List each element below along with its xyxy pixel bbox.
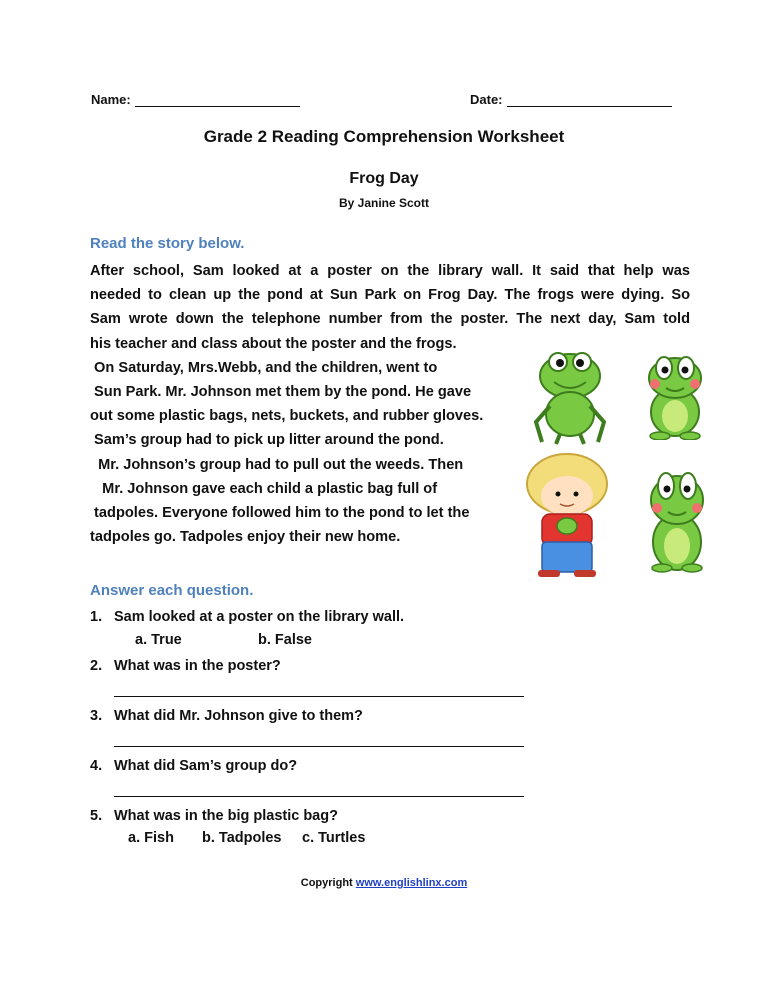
question-number: 2. [90, 658, 103, 674]
story-line: tadpoles go. Tadpoles enjoy their new home. [90, 529, 401, 546]
website-link[interactable]: www.englishlinx.com [355, 877, 468, 889]
question-text: Sam looked at a poster on the library wall. [114, 609, 405, 625]
answer-option-true[interactable]: a. True [135, 632, 182, 648]
question-2 [90, 656, 281, 676]
question-text: What did Mr. Johnson give to them? [114, 708, 363, 724]
question-1 [90, 607, 404, 627]
story-author: By Janine Scott [338, 196, 430, 210]
copyright-label: Copyright [300, 877, 353, 889]
date-label: Date: [470, 92, 503, 107]
question-number: 3. [90, 708, 103, 724]
story-line: out some plastic bags, nets, buckets, and rubber gloves. [90, 408, 484, 425]
story-line: his teacher and class about the poster and the frogs. [90, 335, 457, 352]
question-5 [90, 806, 338, 826]
date-line[interactable] [507, 94, 672, 107]
question-number: 5. [90, 808, 103, 824]
story-line: Sam’s group had to pick up litter around the pond. [90, 432, 444, 449]
story-line: After school, Sam looked at a poster on the library wall. It said that help was [90, 263, 690, 279]
frog-sitting-illustration [642, 464, 712, 574]
story-line: Mr. Johnson’s group had to pull out the weeds. Then [90, 456, 464, 473]
read-instruction: Read the story below. [90, 235, 245, 252]
answer-line[interactable] [114, 746, 524, 747]
answer-option-false[interactable]: b. False [258, 632, 312, 648]
question-text: What was in the poster? [114, 658, 281, 674]
question-number: 4. [90, 758, 103, 774]
question-text: What was in the big plastic bag? [114, 808, 338, 824]
frog-standing-illustration [530, 346, 610, 446]
story-line: needed to clean up the pond at Sun Park on Frog Day. The frogs were dying. So [90, 287, 690, 304]
question-3 [90, 706, 363, 726]
story-line: Sun Park. Mr. Johnson met them by the pond. He gave [90, 384, 472, 401]
answer-option-fish[interactable]: a. Fish [128, 830, 174, 846]
story-line: tadpoles. Everyone followed him to the pond to let the [90, 505, 470, 522]
answer-line[interactable] [114, 696, 524, 697]
name-label: Name: [91, 92, 131, 107]
story-line: Mr. Johnson gave each child a plastic bag full of [90, 480, 438, 497]
worksheet-title: Grade 2 Reading Comprehension Worksheet [203, 127, 565, 146]
question-text: What did Sam’s group do? [114, 758, 298, 774]
question-4 [90, 756, 297, 776]
name-line[interactable] [135, 94, 300, 107]
boy-holding-frog-illustration [520, 452, 615, 578]
answer-line[interactable] [114, 796, 524, 797]
answer-instruction: Answer each question. [90, 582, 254, 599]
question-number: 1. [90, 609, 103, 625]
answer-option-turtles[interactable]: c. Turtles [302, 830, 366, 846]
frog-sitting-illustration [640, 348, 710, 440]
name-field[interactable] [91, 92, 300, 107]
date-field[interactable] [470, 92, 672, 107]
answer-option-tadpoles[interactable]: b. Tadpoles [202, 830, 282, 846]
story-line: On Saturday, Mrs.Webb, and the children, went to [90, 359, 438, 376]
story-line: Sam wrote down the telephone number from the poster. The next day, Sam told [90, 311, 690, 328]
copyright [0, 877, 768, 889]
story-title: Frog Day [349, 170, 419, 187]
